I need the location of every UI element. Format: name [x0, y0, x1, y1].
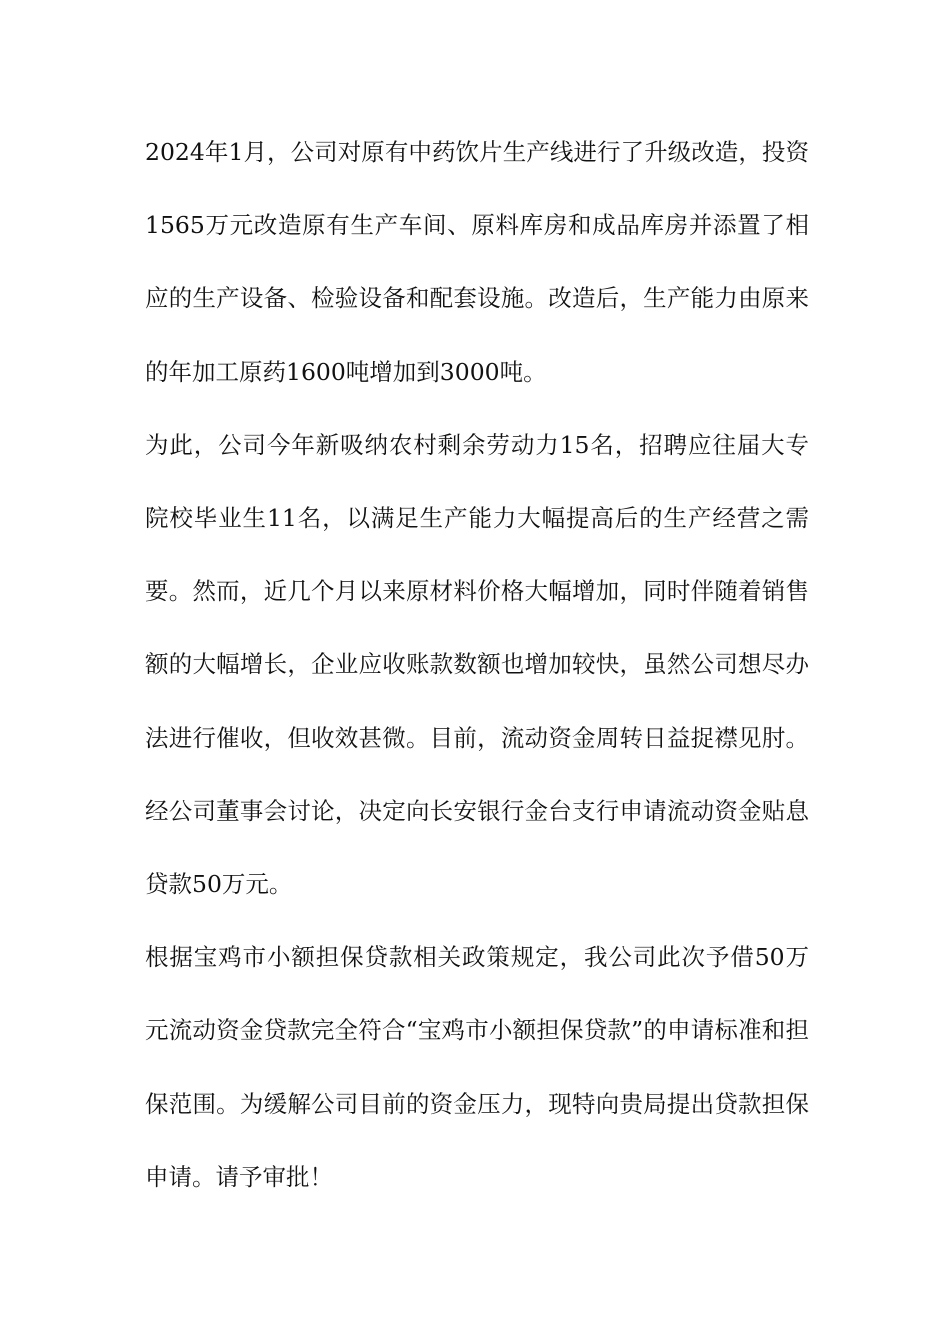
document-body: [145, 116, 809, 1214]
paragraph-loan-reason: 为此，公司今年新吸纳农村剩余劳动力15名，招聘应往届大专院校毕业生11名，以满足生产能力大幅提高后的生产经营之需要。然而，近几个月以来原材料价格大幅增加，同时伴随着销售额的大幅增长，企业应收账款数额也增加较快，虽然公司想尽办法进行催收，但收效甚微。目前，流动资金周转日益捉襟见肘。经公司董事会讨论，决定向长安银行金台支行申请流动资金贴息贷款50万元。: [145, 430, 809, 899]
paragraph-guarantee-request: 根据宝鸡市小额担保贷款相关政策规定，我公司此次予借50万元流动资金贷款完全符合“宝鸡市小额担保贷款”的申请标准和担保范围。为缓解公司目前的资金压力，现特向贵局提出贷款担保申请。请予审批！: [145, 943, 809, 1191]
paragraph-production-upgrade: 2024年1月，公司对原有中药饮片生产线进行了升级改造，投资1565万元改造原有生产车间、原料库房和成品库房并添置了相应的生产设备、检验设备和配套设施。改造后，生产能力由原来的年加工原药1600吨增加到3000吨。: [145, 138, 809, 386]
